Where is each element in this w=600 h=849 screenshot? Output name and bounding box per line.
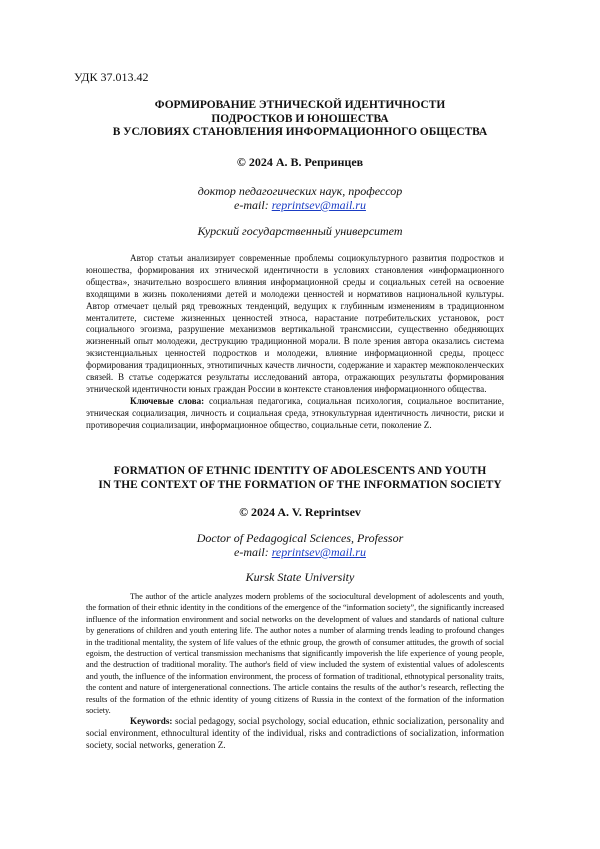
abstract-en-text: The author of the article analyzes modern problems of the sociocultural development of adolescents and youth, the formation of their ethnic identity in the conditions of the emergence of the “information society”, the significantly increased influence of the information environment and social networks on the development of values and standards of national culture by generations of children and youth entering life. The author notes a number of alarming trends leading to profound changes in the traditional mentality, the system of life values of the ethnic group, the growth of consumer attitudes, the growth of social egoism, the destruction of vertical transmission mechanisms that significantly impoverish the life experience of young people, and the destruction of traditional morality. The author's field of view included the system of existential values of adolescents and youth, the influence of the information environment, the process of formation of traditional, ethnotypical personality traits, the content and nature of intergenerational connections. The article contains the results of the author’s research, reflecting the results of the formation of the ethnic identity of young citizens of Russia in the context of the formation of the information society. <box>86 592 504 716</box>
title-ru-line: ФОРМИРОВАНИЕ ЭТНИЧЕСКОЙ ИДЕНТИЧНОСТИ <box>154 99 446 111</box>
email-link-en[interactable]: reprintsev@mail.ru <box>271 545 366 559</box>
title-en-line: IN THE CONTEXT OF THE FORMATION OF THE INFORMATION SOCIETY <box>98 478 502 491</box>
title-ru-line: В УСЛОВИЯХ СТАНОВЛЕНИЯ ИНФОРМАЦИОННОГО ОБЩЕСТВА <box>112 126 488 139</box>
title-en-line: FORMATION OF ETHNIC IDENTITY OF ADOLESCENTS AND YOUTH <box>113 465 487 477</box>
degree-en: Doctor of Pedagogical Sciences, Professor <box>196 531 404 545</box>
email-label-en: e-mail: <box>234 545 272 559</box>
keywords-en-label: Keywords: <box>130 716 173 727</box>
affiliation-ru <box>60 184 540 212</box>
author-ru: © 2024 А. В. Репринцев <box>236 155 364 169</box>
title-en <box>60 465 540 492</box>
author-en: © 2024 A. V. Reprintsev <box>239 505 361 519</box>
keywords-ru-label: Ключевые слова: <box>130 395 205 406</box>
email-label-ru: e-mail: <box>234 198 272 212</box>
degree-ru: доктор педагогических наук, профессор <box>197 184 403 198</box>
university-ru: Курский государственный университет <box>197 224 403 238</box>
email-line-ru <box>60 198 540 212</box>
abstract-ru-text: Автор статьи анализирует современные проблемы социокультурного развития подростков и юношества, формирования их этнической идентичности в условиях становления «информационного общества», значительно возросшего влияния информационной среды и социальных сетей на освоение входящими в жизнь поколениями детей и молодежи ценностей и нормативов национальной культуры. Автор отмечает целый ряд тревожных тенденций, ведущих к глубинным изменениям в традиционном менталитете, системе жизненных ценностей этноса, нарастание потребительских установок, рост социального эгоизма, разрушение механизмов вертикальной трансмиссии, существенно обедняющих жизненный опыт молодежи, деструкцию традиционной морали. В поле зрения автора оказались система экзистенциальных ценностей подростков и молодежи, влияние информационной среды, процесс формирования традиционных, этнотипичных качеств личности, содержание и характер межпоколенческих связей. В статье содержатся результаты исследований автора, отражающих результаты формирования этнической идентичности юных граждан России в контексте становления информационного общества. <box>86 253 504 394</box>
keywords-en-text: social pedagogy, social psychology, social education, ethnic socialization, personality and social environment, ethnocultural identity of the individual, risks and contradictions of socialization, information society, social networks, generation Z. <box>86 716 504 751</box>
title-ru <box>60 99 540 140</box>
keywords-ru <box>86 396 504 432</box>
keywords-en <box>86 716 504 752</box>
abstract-ru <box>86 253 504 432</box>
abstract-en <box>86 591 504 752</box>
university-en: Kursk State University <box>245 570 355 584</box>
keywords-ru-text: социальная педагогика, социальная психология, социальное воспитание, этническая социализация, личность и социальная среда, этнокультурная идентичность личности, риски и противоречия социализации, информационное общество, социальные сети, поколение Z. <box>86 395 504 430</box>
email-link-ru[interactable]: reprintsev@mail.ru <box>271 198 366 212</box>
affiliation-en <box>60 531 540 559</box>
udc-code: УДК 37.013.42 <box>74 70 149 84</box>
title-ru-line: ПОДРОСТКОВ И ЮНОШЕСТВА <box>211 112 389 125</box>
email-line-en <box>60 545 540 559</box>
